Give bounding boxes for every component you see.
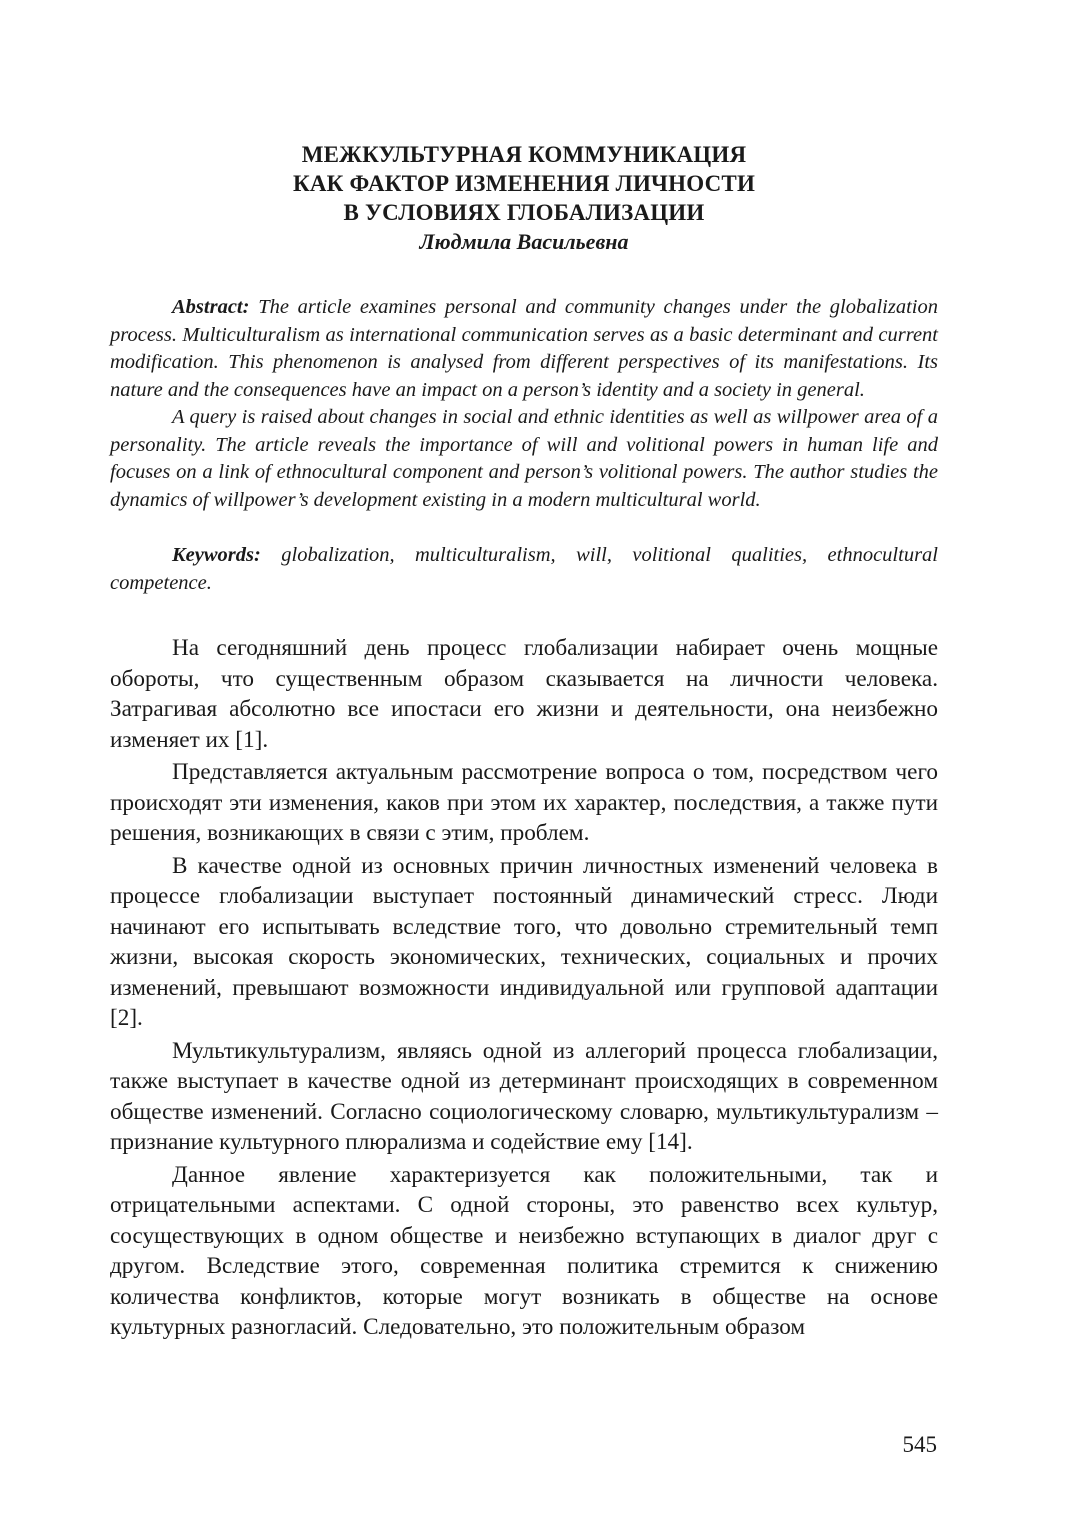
- article-author: Людмила Васильевна: [419, 229, 629, 254]
- abstract-section: [110, 294, 938, 514]
- body-paragraph-5: Данное явление характеризуется как положительными, так и отрицательными аспектами. С одной стороны, это равенство всех культур, сосуществующих в одном обществе и неизбежно вступающих в диалог друг с другом. Вследствие этого, современная политика стремится к снижению количества конфликтов, которые могут возникать в обществе на основе культурных разногласий. Следовательно, это положительным образом: [110, 1161, 938, 1340]
- keywords-label: Keywords:: [172, 544, 261, 566]
- abstract-paragraph-2: A query is raised about changes in social and ethnic identities as well as willpower area of a personality. The article reveals the importance of will and volitional powers in human life and focuses on a link of ethnocultural component and person’s volitional powers. The author studies the dynamics of willpower’s development existing in a modern multicultural world.: [110, 406, 938, 511]
- article-title-line-3: В УСЛОВИЯХ ГЛОБАЛИЗАЦИИ: [343, 200, 705, 225]
- abstract-text-1: The article examines personal and community changes under the globalization process. Multiculturalism as international communication serves as a basic determinant and current modification. This phenomenon is analysed from different perspectives of its manifestations. Its nature and the consequences have an impact on a person’s identity and a society in general.: [110, 296, 938, 401]
- page-number: 545: [902, 1432, 937, 1457]
- body-paragraph-3: В качестве одной из основных причин личностных изменений человека в процессе глобализации выступает постоянный динамический стресс. Люди начинают его испытывать вследствие того, что довольно стремительный темп жизни, высокая скорость экономических, технических, социальных и прочих изменений, превышают возможности индивидуальной или групповой адаптации [2].: [110, 852, 938, 1031]
- article-header: [110, 140, 938, 256]
- body-paragraph-2: Представляется актуальным рассмотрение вопроса о том, посредством чего происходят эти изменения, каков при этом их характер, последствия, а также пути решения, возникающих в связи с этим, проблем.: [110, 759, 938, 846]
- article-page: [110, 140, 938, 1345]
- article-body: [110, 633, 938, 1343]
- article-title-line-1: МЕЖКУЛЬТУРНАЯ КОММУНИКАЦИЯ: [301, 142, 747, 167]
- keywords-section: [110, 542, 938, 597]
- article-title-line-2: КАК ФАКТОР ИЗМЕНЕНИЯ ЛИЧНОСТИ: [292, 171, 756, 196]
- keywords-text: globalization, multiculturalism, will, volitional qualities, ethnocultural competence.: [110, 544, 938, 594]
- abstract-paragraph-1: [110, 294, 938, 404]
- abstract-label: Abstract:: [172, 296, 250, 318]
- body-paragraph-4: Мультикультурализм, являясь одной из аллегорий процесса глобализации, также выступает в качестве одной из детерминант происходящих в современном обществе изменений. Согласно социологическому словарю, мультикультурализм – признание культурного плюрализма и содействие ему [14].: [110, 1037, 938, 1155]
- body-paragraph-1: На сегодняшний день процесс глобализации набирает очень мощные обороты, что существенным образом сказывается на личности человека. Затрагивая абсолютно все ипостаси его жизни и деятельности, она неизбежно изменяет их [1].: [110, 635, 938, 753]
- keywords-paragraph: [110, 542, 938, 597]
